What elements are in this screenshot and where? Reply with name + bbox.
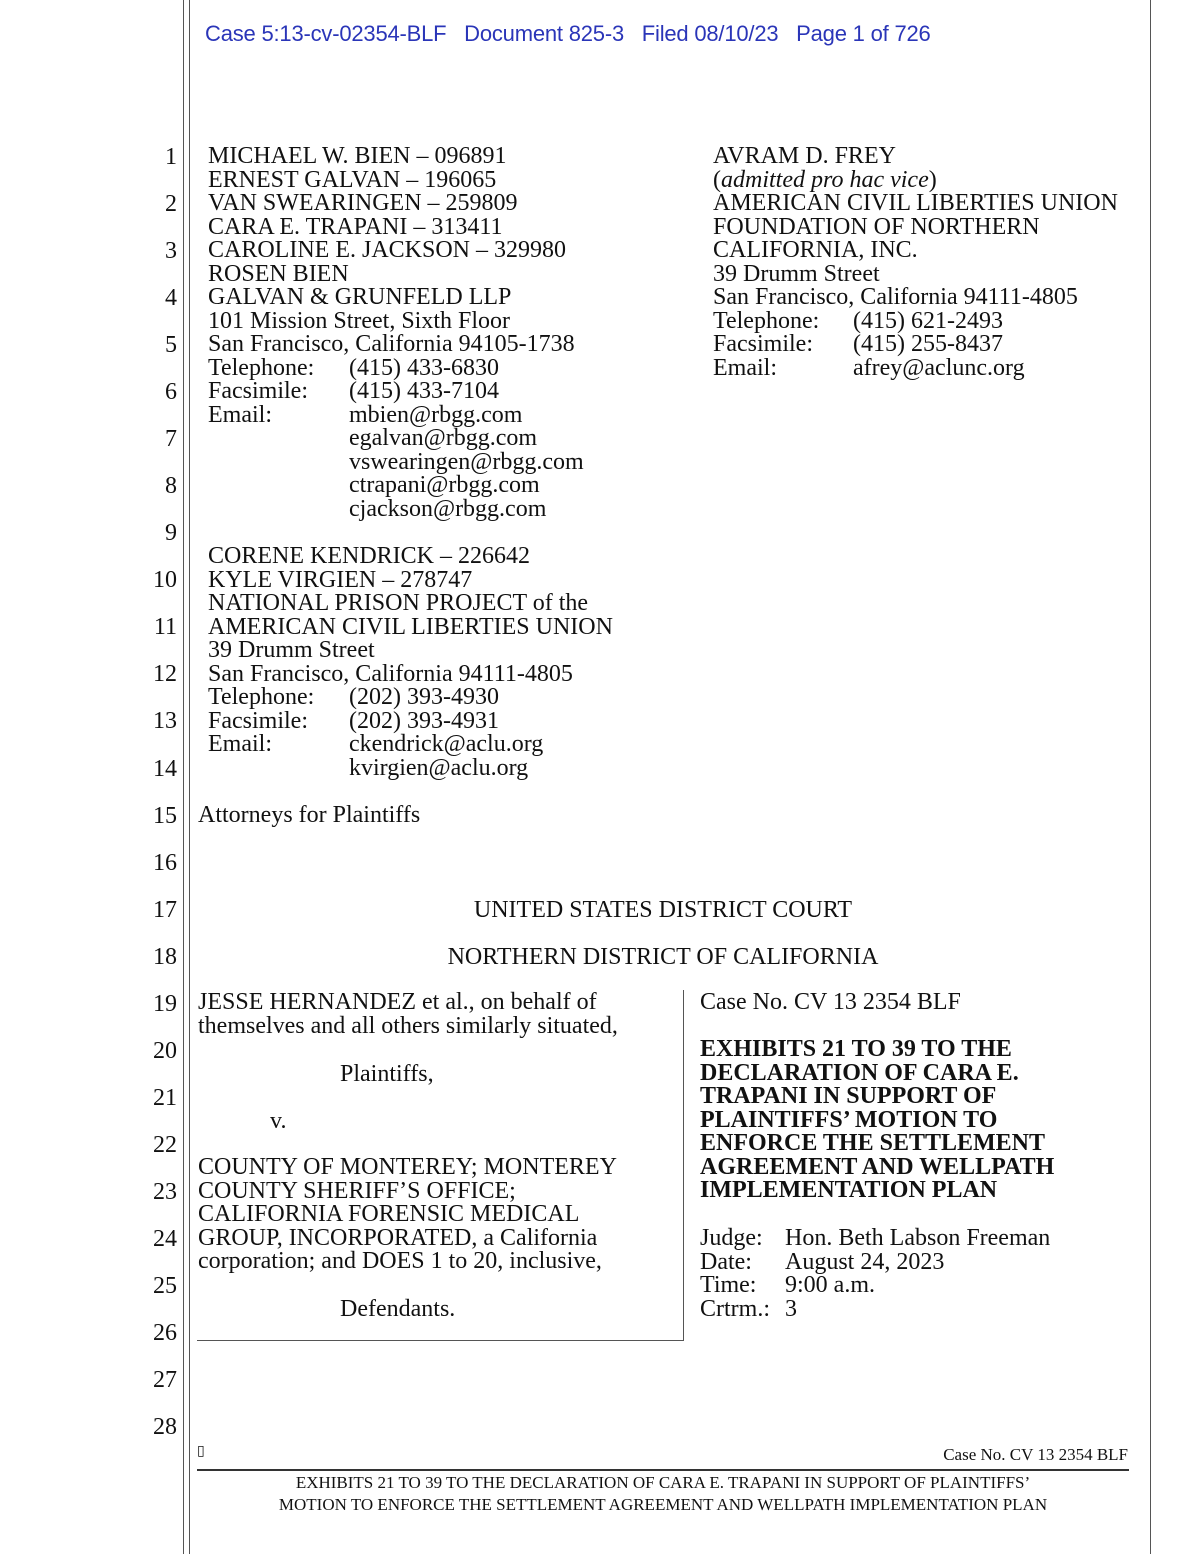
caption-line: corporation; and DOES 1 to 20, inclusive,	[198, 1248, 602, 1274]
line-number: 23	[153, 1178, 177, 1205]
counsel-line: GALVAN & GRUNFELD LLP	[208, 284, 512, 310]
right-margin-line	[1150, 0, 1151, 1554]
caption-defendants	[198, 1156, 617, 1274]
line-number: 17	[153, 896, 177, 923]
telephone: (415) 621-2493	[853, 307, 1003, 334]
courtroom-label: Crtrm.:	[700, 1295, 770, 1322]
counsel-name: AVRAM D. FREY	[713, 143, 896, 169]
line-number: 21	[153, 1084, 177, 1111]
header-case: Case 5:13-cv-02354-BLF	[205, 21, 447, 46]
title-line: ENFORCE THE SETTLEMENT	[700, 1130, 1045, 1156]
line-number: 13	[153, 708, 177, 735]
time-value: 9:00 a.m.	[785, 1272, 875, 1298]
title-line: AGREEMENT AND WELLPATH	[700, 1153, 1055, 1180]
counsel-line: 101 Mission Street, Sixth Floor	[208, 307, 511, 334]
line-number: 3	[165, 238, 177, 265]
counsel-line: San Francisco, California 94111-4805	[713, 284, 1078, 310]
email[interactable]: egalvan@rbgg.com	[349, 425, 538, 451]
paren: (	[713, 166, 721, 193]
time-label: Time:	[700, 1272, 757, 1298]
attorneys-for: Attorneys for Plaintiffs	[198, 802, 421, 828]
line-number: 27	[153, 1367, 177, 1394]
email[interactable]: ckendrick@aclu.org	[349, 731, 544, 757]
pro-hac-vice-note	[713, 166, 1118, 193]
paren: )	[928, 166, 937, 193]
telephone: (202) 393-4930	[349, 684, 499, 710]
email-label: Email:	[208, 731, 272, 757]
line-number: 7	[165, 426, 177, 453]
left-margin-line-inner	[189, 0, 190, 1554]
date-label: Date:	[700, 1248, 752, 1275]
counsel-line: MICHAEL W. BIEN – 096891	[208, 143, 507, 169]
counsel-line: FOUNDATION OF NORTHERN	[713, 213, 1040, 240]
court-name: UNITED STATES DISTRICT COURT	[473, 897, 853, 923]
counsel-line: AMERICAN CIVIL LIBERTIES UNION	[208, 613, 613, 640]
email[interactable]: mbien@rbgg.com	[349, 401, 523, 428]
line-number: 4	[165, 285, 177, 312]
email-label: Email:	[713, 354, 777, 381]
email[interactable]: ctrapani@rbgg.com	[349, 472, 540, 498]
line-number: 6	[165, 379, 177, 406]
judge-label: Judge:	[700, 1225, 763, 1251]
caption-divider	[683, 990, 684, 1341]
counsel-line: CORENE KENDRICK – 226642	[208, 543, 530, 569]
counsel-line: San Francisco, California 94105-1738	[208, 331, 575, 357]
line-number: 22	[153, 1131, 177, 1158]
left-margin-line	[183, 0, 184, 1554]
line-number: 11	[153, 614, 177, 641]
counsel-block-aclunc	[713, 145, 1118, 380]
line-number: 1	[165, 144, 177, 170]
courtroom-value: 3	[785, 1295, 797, 1322]
caption-underline	[197, 1340, 684, 1341]
telephone: (415) 433-6830	[349, 354, 499, 381]
title-line: PLAINTIFFS’ MOTION TO	[700, 1106, 998, 1133]
telephone-label: Telephone:	[208, 354, 315, 381]
line-number: 5	[165, 332, 177, 359]
line-number: 18	[153, 943, 177, 970]
pro-hac-text: admitted pro hac vice	[721, 166, 929, 193]
email[interactable]: cjackson@rbgg.com	[349, 495, 547, 522]
line-number: 20	[153, 1037, 177, 1064]
title-line: TRAPANI IN SUPPORT OF	[700, 1083, 997, 1109]
counsel-line: 39 Drumm Street	[713, 260, 880, 287]
counsel-line: San Francisco, California 94111-4805	[208, 660, 573, 687]
footer-title-line: MOTION TO ENFORCE THE SETTLEMENT AGREEMENT AND WELLPATH IMPLEMENTATION PLAN	[278, 1495, 1048, 1514]
case-number: Case No. CV 13 2354 BLF	[700, 989, 961, 1015]
fax-label: Facsimile:	[208, 378, 308, 404]
counsel-line: CALIFORNIA, INC.	[713, 237, 918, 263]
line-number: 14	[153, 755, 177, 782]
line-number: 16	[153, 849, 177, 876]
counsel-line: KYLE VIRGIEN – 278747	[208, 566, 473, 593]
line-number: 2	[165, 191, 177, 218]
counsel-line: NATIONAL PRISON PROJECT of the	[208, 590, 589, 616]
caption-line: COUNTY OF MONTEREY; MONTEREY	[198, 1154, 617, 1180]
line-number: 25	[153, 1272, 177, 1299]
caption-line: GROUP, INCORPORATED, a California	[198, 1224, 598, 1251]
email[interactable]: kvirgien@aclu.org	[349, 754, 529, 781]
defendants-label: Defendants.	[340, 1296, 456, 1322]
plaintiffs-label: Plaintiffs,	[340, 1061, 434, 1087]
title-line: IMPLEMENTATION PLAN	[700, 1177, 998, 1203]
header-page: Page 1 of 726	[796, 21, 931, 46]
line-number: 26	[153, 1320, 177, 1346]
line-number: 9	[165, 520, 177, 547]
line-number: 24	[153, 1225, 177, 1252]
header-filed: Filed 08/10/23	[641, 21, 779, 46]
counsel-block-aclu-npp	[208, 545, 613, 780]
caption-line: COUNTY SHERIFF’S OFFICE;	[198, 1177, 516, 1204]
fax-label: Facsimile:	[713, 331, 813, 357]
footer-title-line: EXHIBITS 21 TO 39 TO THE DECLARATION OF CARA E. TRAPANI IN SUPPORT OF PLAINTIFFS’	[295, 1473, 1031, 1492]
counsel-line: ERNEST GALVAN – 196065	[208, 166, 497, 193]
line-number: 28	[153, 1414, 177, 1441]
email[interactable]: vswearingen@rbgg.com	[349, 448, 584, 475]
telephone-label: Telephone:	[208, 684, 315, 710]
filing-header	[205, 21, 931, 47]
document-title	[700, 1038, 1054, 1203]
title-line: DECLARATION OF CARA E.	[700, 1059, 1019, 1086]
judge-value: Hon. Beth Labson Freeman	[785, 1225, 1051, 1251]
line-number: 10	[153, 567, 177, 594]
fax-label: Facsimile:	[208, 707, 308, 734]
fax: (202) 393-4931	[349, 707, 499, 734]
title-line: EXHIBITS 21 TO 39 TO THE	[700, 1036, 1012, 1062]
footer-rule	[197, 1469, 1129, 1471]
hearing-details	[700, 1227, 1050, 1321]
caption-line: themselves and all others similarly situated,	[198, 1012, 618, 1039]
footer-case-number: Case No. CV 13 2354 BLF	[943, 1445, 1128, 1464]
line-number: 12	[153, 661, 177, 688]
court-district: NORTHERN DISTRICT OF CALIFORNIA	[447, 944, 879, 970]
caption-line: JESSE HERNANDEZ et al., on behalf of	[198, 989, 597, 1015]
line-number: 19	[153, 990, 177, 1017]
email[interactable]: afrey@aclunc.org	[853, 354, 1025, 381]
caption-plaintiffs	[198, 991, 618, 1038]
footer-glyph: ▯	[197, 1444, 205, 1459]
line-number: 8	[165, 473, 177, 500]
telephone-label: Telephone:	[713, 307, 820, 334]
counsel-line: CAROLINE E. JACKSON – 329980	[208, 237, 567, 263]
fax: (415) 433-7104	[349, 378, 499, 404]
versus: v.	[270, 1108, 287, 1134]
header-document: Document 825-3	[464, 21, 625, 46]
email-label: Email:	[208, 401, 272, 428]
line-number: 15	[153, 802, 177, 829]
date-value: August 24, 2023	[785, 1248, 945, 1275]
caption-line: CALIFORNIA FORENSIC MEDICAL	[198, 1201, 580, 1227]
fax: (415) 255-8437	[853, 331, 1003, 357]
counsel-line: CARA E. TRAPANI – 313411	[208, 213, 503, 240]
counsel-line: ROSEN BIEN	[208, 260, 349, 287]
counsel-block-rbgg	[208, 145, 584, 521]
counsel-line: AMERICAN CIVIL LIBERTIES UNION	[713, 190, 1118, 216]
counsel-line: VAN SWEARINGEN – 259809	[208, 190, 518, 216]
counsel-line: 39 Drumm Street	[208, 637, 375, 663]
